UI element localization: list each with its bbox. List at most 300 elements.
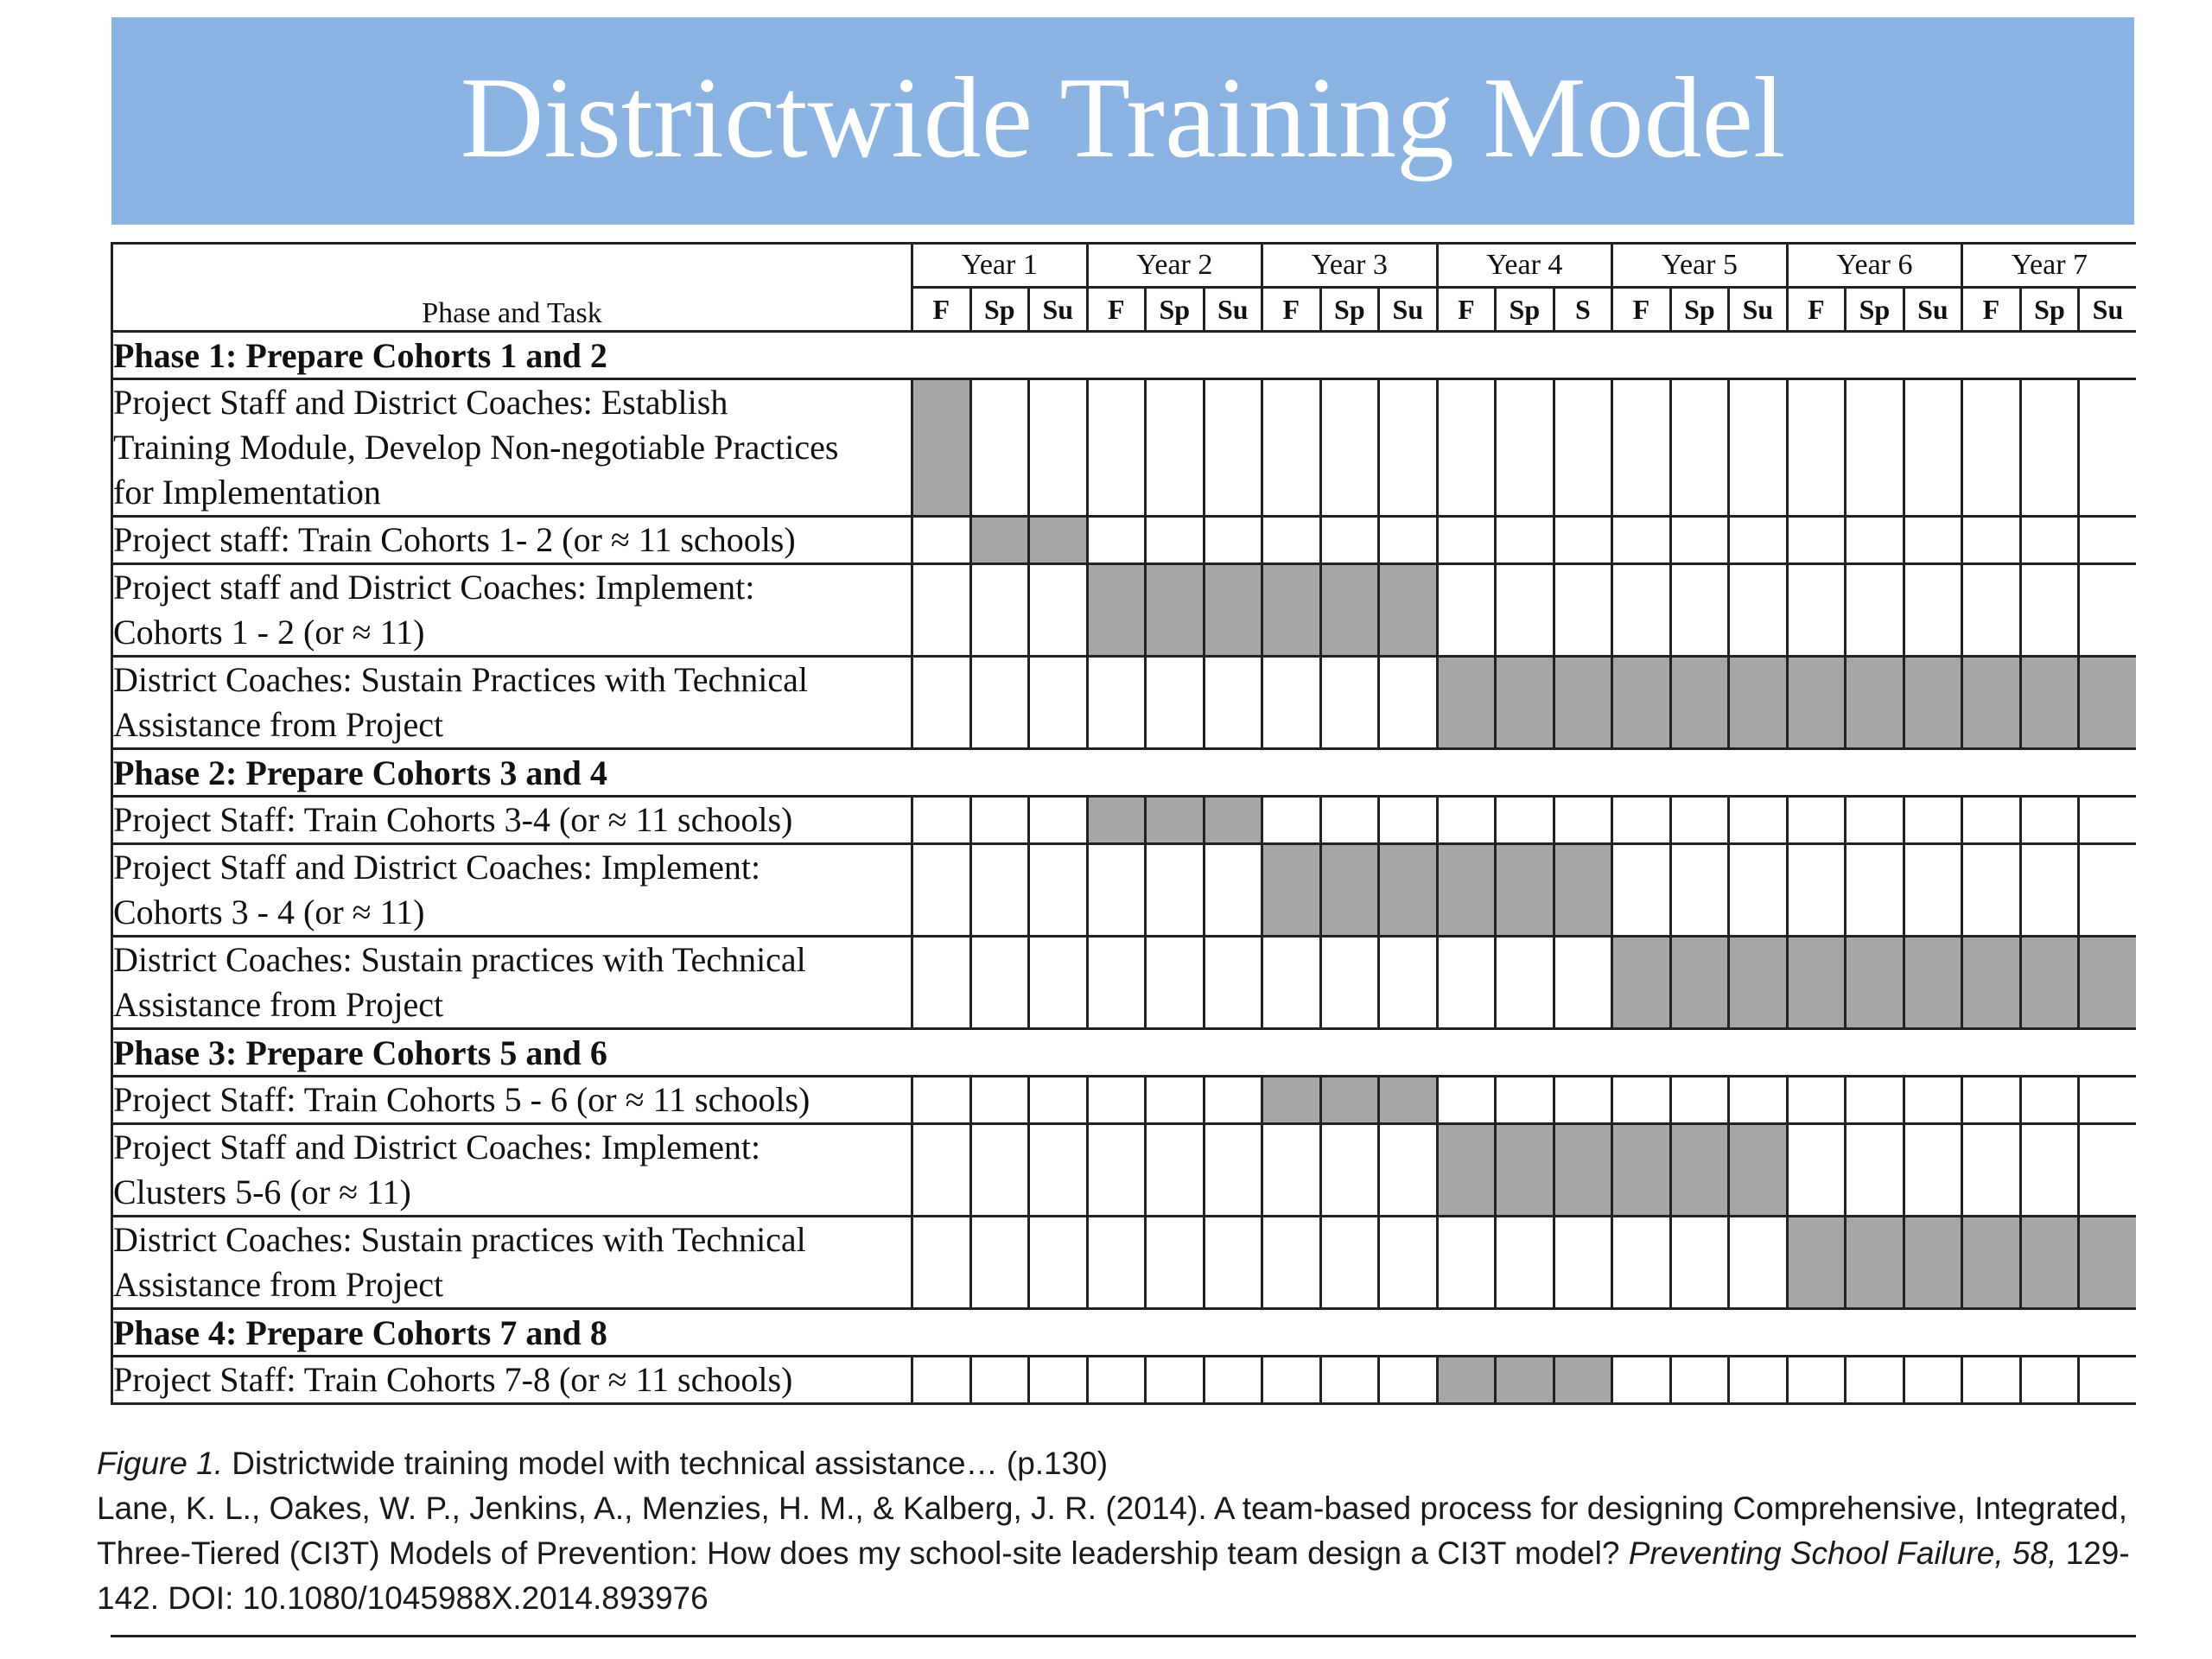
timeline-cell bbox=[1554, 564, 1612, 657]
task-label bbox=[112, 1357, 912, 1404]
timeline-cell-active bbox=[1496, 657, 1554, 749]
timeline-cell bbox=[1612, 517, 1671, 564]
figure-description: Districtwide training model with technical assistance… (p.130) bbox=[223, 1446, 1109, 1481]
task-label-line: Project Staff and District Coaches: Establish bbox=[113, 383, 728, 422]
timeline-cell bbox=[1029, 844, 1088, 937]
timeline-cell-active bbox=[1496, 844, 1554, 937]
term-header: Su bbox=[1379, 288, 1438, 332]
timeline-cell bbox=[1204, 1217, 1262, 1309]
timeline-cell-active bbox=[1787, 937, 1846, 1029]
timeline-cell bbox=[1729, 564, 1788, 657]
timeline-cell bbox=[1554, 379, 1612, 517]
timeline-cell bbox=[1320, 1217, 1379, 1309]
timeline-cell bbox=[1787, 1357, 1846, 1404]
timeline-cell bbox=[2020, 797, 2079, 844]
citation bbox=[97, 1486, 2188, 1621]
timeline-cell bbox=[1787, 844, 1846, 937]
timeline-cell bbox=[2020, 379, 2079, 517]
timeline-cell-active bbox=[1962, 937, 2021, 1029]
term-header: Su bbox=[1029, 288, 1088, 332]
timeline-cell bbox=[1437, 517, 1496, 564]
term-header: Su bbox=[2079, 288, 2136, 332]
task-label-line: Cohorts 3 - 4 (or ≈ 11) bbox=[113, 893, 425, 931]
task-row bbox=[112, 1217, 2137, 1309]
timeline-cell bbox=[1787, 379, 1846, 517]
timeline-cell bbox=[1904, 517, 1962, 564]
timeline-cell bbox=[1904, 1077, 1962, 1124]
timeline-cell-active bbox=[2020, 1217, 2079, 1309]
timeline-cell bbox=[1846, 1124, 1904, 1217]
task-label-line: Project Staff and District Coaches: Implement: bbox=[113, 848, 761, 887]
timeline-cell-active bbox=[1496, 1357, 1554, 1404]
timeline-cell bbox=[1437, 379, 1496, 517]
timeline-cell-active bbox=[1262, 1077, 1321, 1124]
phase-heading: Phase 3: Prepare Cohorts 5 and 6 bbox=[112, 1029, 2137, 1077]
timeline-cell bbox=[970, 937, 1029, 1029]
timeline-cell bbox=[1496, 379, 1554, 517]
timeline-cell bbox=[1437, 1077, 1496, 1124]
timeline-cell-active bbox=[2079, 1217, 2136, 1309]
timeline-cell-active bbox=[1612, 657, 1671, 749]
timeline-cell bbox=[1962, 564, 2021, 657]
timeline-cell-active bbox=[1729, 937, 1788, 1029]
timeline-cell bbox=[1146, 937, 1205, 1029]
timeline-cell-active bbox=[1670, 937, 1729, 1029]
task-label-line: Project staff and District Coaches: Implement: bbox=[113, 568, 755, 607]
timeline-cell bbox=[1379, 1124, 1438, 1217]
task-label-line: Project Staff: Train Cohorts 5 - 6 (or ≈ 11 schools) bbox=[113, 1080, 810, 1119]
timeline-cell bbox=[2020, 517, 2079, 564]
task-label-line: Clusters 5-6 (or ≈ 11) bbox=[113, 1173, 411, 1211]
timeline-cell bbox=[1962, 797, 2021, 844]
timeline-cell bbox=[1612, 797, 1671, 844]
task-label bbox=[112, 379, 912, 517]
term-header: F bbox=[1437, 288, 1496, 332]
timeline-cell-active bbox=[1320, 1077, 1379, 1124]
year-header-row bbox=[112, 244, 2137, 288]
task-row bbox=[112, 1357, 2137, 1404]
timeline-cell-active bbox=[1729, 1124, 1788, 1217]
timeline-cell bbox=[1204, 937, 1262, 1029]
timeline-cell-active bbox=[970, 517, 1029, 564]
timeline-cell-active bbox=[1962, 1217, 2021, 1309]
year-header: Year 1 bbox=[912, 244, 1088, 288]
timeline-cell bbox=[1904, 379, 1962, 517]
timeline-cell bbox=[1379, 517, 1438, 564]
timeline-cell bbox=[1962, 379, 2021, 517]
timeline-cell bbox=[1029, 937, 1088, 1029]
phase-heading: Phase 2: Prepare Cohorts 3 and 4 bbox=[112, 749, 2137, 797]
timeline-cell-active bbox=[2079, 657, 2136, 749]
timeline-cell-active bbox=[1846, 657, 1904, 749]
timeline-cell bbox=[1146, 1357, 1205, 1404]
term-header: Sp bbox=[970, 288, 1029, 332]
timeline-cell-active bbox=[1612, 937, 1671, 1029]
timeline-cell bbox=[1262, 1124, 1321, 1217]
timeline-cell bbox=[1087, 517, 1146, 564]
timeline-cell bbox=[1146, 1124, 1205, 1217]
timeline-cell-active bbox=[1262, 844, 1321, 937]
task-label bbox=[112, 937, 912, 1029]
timeline-cell bbox=[2020, 564, 2079, 657]
timeline-cell bbox=[1204, 1357, 1262, 1404]
timeline-cell bbox=[1204, 1077, 1262, 1124]
task-label bbox=[112, 564, 912, 657]
task-label-line: District Coaches: Sustain practices with Technical bbox=[113, 1220, 806, 1259]
timeline-cell bbox=[1146, 1217, 1205, 1309]
timeline-cell bbox=[1087, 1077, 1146, 1124]
timeline-cell bbox=[1029, 797, 1088, 844]
task-label bbox=[112, 1077, 912, 1124]
timeline-cell bbox=[1146, 657, 1205, 749]
timeline-cell bbox=[1612, 379, 1671, 517]
term-header: Sp bbox=[1670, 288, 1729, 332]
timeline-cell bbox=[970, 1357, 1029, 1404]
term-header: Sp bbox=[2020, 288, 2079, 332]
timeline-cell-active bbox=[1554, 1124, 1612, 1217]
timeline-cell bbox=[1320, 657, 1379, 749]
task-label bbox=[112, 1217, 912, 1309]
term-header: Sp bbox=[1146, 288, 1205, 332]
year-header: Year 7 bbox=[1962, 244, 2136, 288]
task-label bbox=[112, 517, 912, 564]
timeline-cell bbox=[1846, 517, 1904, 564]
timeline-cell bbox=[1554, 1217, 1612, 1309]
timeline-cell bbox=[2079, 379, 2136, 517]
timeline-cell bbox=[1087, 379, 1146, 517]
year-header: Year 3 bbox=[1262, 244, 1438, 288]
term-header: Su bbox=[1904, 288, 1962, 332]
timeline-cell bbox=[912, 937, 971, 1029]
timeline-cell bbox=[2079, 517, 2136, 564]
term-header: F bbox=[1787, 288, 1846, 332]
timeline-cell-active bbox=[912, 379, 971, 517]
timeline-cell bbox=[970, 844, 1029, 937]
timeline-cell-active bbox=[1670, 1124, 1729, 1217]
bottom-rule bbox=[111, 1635, 2136, 1637]
timeline-cell-active bbox=[2079, 937, 2136, 1029]
timeline-cell bbox=[1612, 844, 1671, 937]
timeline-cell bbox=[1262, 797, 1321, 844]
timeline-cell bbox=[1670, 517, 1729, 564]
timeline-cell bbox=[1437, 797, 1496, 844]
timeline-cell bbox=[1320, 937, 1379, 1029]
timeline-cell bbox=[1554, 797, 1612, 844]
timeline-cell bbox=[970, 657, 1029, 749]
timeline-cell bbox=[1962, 1124, 2021, 1217]
timeline-cell bbox=[1846, 797, 1904, 844]
timeline-cell bbox=[1962, 1077, 2021, 1124]
timeline-cell bbox=[1379, 1217, 1438, 1309]
timeline-cell bbox=[1729, 797, 1788, 844]
timeline-cell bbox=[1846, 1357, 1904, 1404]
timeline-cell bbox=[1146, 517, 1205, 564]
timeline-cell bbox=[1962, 844, 2021, 937]
timeline-cell bbox=[1729, 517, 1788, 564]
timeline-cell bbox=[1379, 937, 1438, 1029]
timeline-cell bbox=[1846, 379, 1904, 517]
task-row bbox=[112, 564, 2137, 657]
task-label-line: Assistance from Project bbox=[113, 985, 444, 1024]
timeline-cell bbox=[1437, 564, 1496, 657]
timeline-cell-active bbox=[1379, 844, 1438, 937]
timeline-cell bbox=[970, 379, 1029, 517]
timeline-cell-active bbox=[1904, 657, 1962, 749]
timeline-cell bbox=[1262, 517, 1321, 564]
timeline-cell bbox=[2079, 1124, 2136, 1217]
timeline-cell bbox=[1846, 844, 1904, 937]
timeline-cell bbox=[1612, 1217, 1671, 1309]
timeline-cell bbox=[1729, 1357, 1788, 1404]
timeline-cell bbox=[1729, 379, 1788, 517]
timeline-cell bbox=[1262, 937, 1321, 1029]
timeline-cell bbox=[912, 517, 971, 564]
timeline-cell bbox=[1729, 1077, 1788, 1124]
task-label bbox=[112, 797, 912, 844]
phase-row bbox=[112, 749, 2137, 797]
timeline-cell bbox=[1029, 1357, 1088, 1404]
timeline-cell-active bbox=[1320, 844, 1379, 937]
timeline-cell bbox=[1379, 379, 1438, 517]
timeline-cell bbox=[1320, 797, 1379, 844]
timeline-cell bbox=[1320, 1124, 1379, 1217]
timeline-cell bbox=[912, 797, 971, 844]
year-header: Year 2 bbox=[1087, 244, 1262, 288]
timeline-cell bbox=[1612, 1077, 1671, 1124]
term-header: S bbox=[1554, 288, 1612, 332]
timeline-cell bbox=[1262, 657, 1321, 749]
timeline-cell bbox=[1029, 657, 1088, 749]
title-banner bbox=[111, 17, 2134, 225]
timeline-cell bbox=[1204, 844, 1262, 937]
timeline-cell bbox=[1146, 1077, 1205, 1124]
timeline-cell-active bbox=[1962, 657, 2021, 749]
timeline-cell-active bbox=[1437, 1124, 1496, 1217]
timeline-cell bbox=[2020, 844, 2079, 937]
term-header: F bbox=[1612, 288, 1671, 332]
timeline-cell bbox=[912, 1217, 971, 1309]
timeline-cell bbox=[912, 1357, 971, 1404]
timeline-cell bbox=[1554, 517, 1612, 564]
timeline-cell-active bbox=[1787, 657, 1846, 749]
citation-text: Lane, K. L., Oakes, W. P., Jenkins, A., Menzies, H. M., & Kalberg, J. R. (2014). A team-based process for designing Comprehensive, Integrated, Three-Tiered (CI3T) Models of Prevention: How does my school-site leadership team design a CI3T model? bbox=[97, 1491, 2127, 1571]
timeline-cell bbox=[1087, 1217, 1146, 1309]
journal-name: Preventing School Failure, 58, bbox=[1628, 1535, 2057, 1571]
task-row bbox=[112, 844, 2137, 937]
task-label-line: District Coaches: Sustain practices with Technical bbox=[113, 940, 806, 979]
phase-row bbox=[112, 1029, 2137, 1077]
timeline-cell bbox=[1670, 844, 1729, 937]
timeline-cell bbox=[1554, 937, 1612, 1029]
timeline-cell bbox=[912, 1124, 971, 1217]
timeline-cell bbox=[2020, 1077, 2079, 1124]
timeline-cell-active bbox=[1729, 657, 1788, 749]
timeline-cell-active bbox=[1379, 564, 1438, 657]
timeline-cell-active bbox=[1146, 564, 1205, 657]
timeline-cell bbox=[1496, 1217, 1554, 1309]
gantt-body bbox=[112, 332, 2137, 1404]
task-label-line: Project Staff: Train Cohorts 3-4 (or ≈ 11 schools) bbox=[113, 800, 793, 839]
timeline-cell bbox=[2079, 1357, 2136, 1404]
timeline-cell bbox=[1904, 1357, 1962, 1404]
timeline-cell-active bbox=[1554, 657, 1612, 749]
year-header: Year 4 bbox=[1437, 244, 1612, 288]
timeline-cell bbox=[1787, 1077, 1846, 1124]
task-label-line: Project staff: Train Cohorts 1- 2 (or ≈ 11 schools) bbox=[113, 520, 796, 559]
term-header: F bbox=[1262, 288, 1321, 332]
timeline-cell-active bbox=[1437, 844, 1496, 937]
timeline-cell bbox=[1379, 1357, 1438, 1404]
timeline-cell bbox=[1320, 379, 1379, 517]
task-row bbox=[112, 1077, 2137, 1124]
timeline-cell bbox=[1262, 379, 1321, 517]
timeline-cell-active bbox=[2020, 937, 2079, 1029]
page-title: Districtwide Training Model bbox=[460, 54, 1786, 181]
timeline-cell bbox=[1029, 564, 1088, 657]
task-row bbox=[112, 657, 2137, 749]
timeline-cell-active bbox=[1670, 657, 1729, 749]
timeline-cell-active bbox=[1846, 1217, 1904, 1309]
timeline-cell bbox=[1204, 1124, 1262, 1217]
year-header: Year 6 bbox=[1787, 244, 1962, 288]
timeline-cell bbox=[1437, 1217, 1496, 1309]
citation-tail: 129-142. DOI: 10.1080/1045988X.2014.893976 bbox=[97, 1535, 2130, 1616]
term-header: Sp bbox=[1496, 288, 1554, 332]
timeline-cell bbox=[1670, 564, 1729, 657]
figure-label: Figure 1. bbox=[97, 1446, 224, 1481]
timeline-cell-active bbox=[1204, 797, 1262, 844]
timeline-cell bbox=[1904, 844, 1962, 937]
task-label bbox=[112, 657, 912, 749]
timeline-cell bbox=[1029, 1077, 1088, 1124]
task-row bbox=[112, 379, 2137, 517]
timeline-cell bbox=[1846, 564, 1904, 657]
timeline-cell bbox=[1087, 937, 1146, 1029]
timeline-cell bbox=[1262, 1217, 1321, 1309]
timeline-cell bbox=[912, 564, 971, 657]
timeline-cell bbox=[1787, 797, 1846, 844]
timeline-cell bbox=[1379, 657, 1438, 749]
timeline-cell-active bbox=[1496, 1124, 1554, 1217]
gantt-table bbox=[111, 242, 2136, 1405]
timeline-cell-active bbox=[1204, 564, 1262, 657]
task-label-line: Training Module, Develop Non-negotiable Practices bbox=[113, 428, 839, 467]
task-label-line: Project Staff and District Coaches: Implement: bbox=[113, 1128, 761, 1166]
task-label bbox=[112, 1124, 912, 1217]
timeline-cell bbox=[1787, 564, 1846, 657]
timeline-cell bbox=[1904, 564, 1962, 657]
task-row bbox=[112, 937, 2137, 1029]
term-header: Su bbox=[1204, 288, 1262, 332]
timeline-cell-active bbox=[1554, 844, 1612, 937]
timeline-cell bbox=[912, 657, 971, 749]
term-header: F bbox=[1087, 288, 1146, 332]
timeline-cell bbox=[1087, 1357, 1146, 1404]
year-header: Year 5 bbox=[1612, 244, 1788, 288]
timeline-cell-active bbox=[1087, 797, 1146, 844]
timeline-cell bbox=[1846, 1077, 1904, 1124]
timeline-cell bbox=[1029, 379, 1088, 517]
timeline-cell bbox=[912, 844, 971, 937]
timeline-cell-active bbox=[1379, 1077, 1438, 1124]
timeline-cell bbox=[970, 1217, 1029, 1309]
term-header: Sp bbox=[1320, 288, 1379, 332]
timeline-cell bbox=[1729, 1217, 1788, 1309]
task-label-line: Assistance from Project bbox=[113, 705, 444, 744]
timeline-cell bbox=[1904, 797, 1962, 844]
timeline-cell bbox=[1496, 517, 1554, 564]
timeline-cell bbox=[1670, 1357, 1729, 1404]
timeline-cell bbox=[1670, 379, 1729, 517]
task-row bbox=[112, 797, 2137, 844]
timeline-cell-active bbox=[1554, 1357, 1612, 1404]
timeline-cell bbox=[1496, 797, 1554, 844]
term-header: Sp bbox=[1846, 288, 1904, 332]
task-label-line: Assistance from Project bbox=[113, 1265, 444, 1304]
timeline-cell-active bbox=[1904, 1217, 1962, 1309]
timeline-cell-active bbox=[1087, 564, 1146, 657]
timeline-cell bbox=[1437, 937, 1496, 1029]
phase-and-task-header: Phase and Task bbox=[112, 244, 912, 332]
gantt-table-viewport bbox=[111, 242, 2136, 1426]
timeline-cell bbox=[1670, 797, 1729, 844]
timeline-cell bbox=[1379, 797, 1438, 844]
task-label-line: District Coaches: Sustain Practices with Technical bbox=[113, 660, 809, 699]
timeline-cell bbox=[1087, 657, 1146, 749]
timeline-cell-active bbox=[1029, 517, 1088, 564]
term-header: Su bbox=[1729, 288, 1788, 332]
timeline-cell bbox=[1262, 1357, 1321, 1404]
timeline-cell bbox=[970, 564, 1029, 657]
timeline-cell bbox=[912, 1077, 971, 1124]
timeline-cell bbox=[1904, 1124, 1962, 1217]
timeline-cell bbox=[1146, 379, 1205, 517]
phase-row bbox=[112, 1309, 2137, 1357]
timeline-cell bbox=[2020, 1124, 2079, 1217]
phase-heading: Phase 1: Prepare Cohorts 1 and 2 bbox=[112, 332, 2137, 379]
timeline-cell bbox=[1612, 1357, 1671, 1404]
timeline-cell bbox=[1087, 1124, 1146, 1217]
timeline-cell bbox=[1029, 1124, 1088, 1217]
timeline-cell bbox=[1729, 844, 1788, 937]
timeline-cell bbox=[1320, 1357, 1379, 1404]
timeline-cell bbox=[1204, 517, 1262, 564]
task-label-line: for Implementation bbox=[113, 473, 381, 512]
timeline-cell bbox=[2079, 797, 2136, 844]
term-header: F bbox=[912, 288, 971, 332]
phase-heading: Phase 4: Prepare Cohorts 7 and 8 bbox=[112, 1309, 2137, 1357]
timeline-cell-active bbox=[1320, 564, 1379, 657]
timeline-cell bbox=[1554, 1077, 1612, 1124]
phase-row bbox=[112, 332, 2137, 379]
timeline-cell-active bbox=[1437, 657, 1496, 749]
task-label bbox=[112, 844, 912, 937]
timeline-cell bbox=[970, 1077, 1029, 1124]
timeline-cell bbox=[970, 797, 1029, 844]
figure-caption-line bbox=[97, 1441, 2188, 1486]
timeline-cell-active bbox=[1787, 1217, 1846, 1309]
timeline-cell-active bbox=[1846, 937, 1904, 1029]
timeline-cell-active bbox=[1437, 1357, 1496, 1404]
timeline-cell bbox=[2079, 1077, 2136, 1124]
timeline-cell bbox=[1612, 564, 1671, 657]
timeline-cell bbox=[2079, 844, 2136, 937]
timeline-cell bbox=[1204, 379, 1262, 517]
timeline-cell bbox=[1496, 1077, 1554, 1124]
timeline-cell bbox=[1204, 657, 1262, 749]
timeline-cell bbox=[1962, 1357, 2021, 1404]
timeline-cell-active bbox=[2020, 657, 2079, 749]
